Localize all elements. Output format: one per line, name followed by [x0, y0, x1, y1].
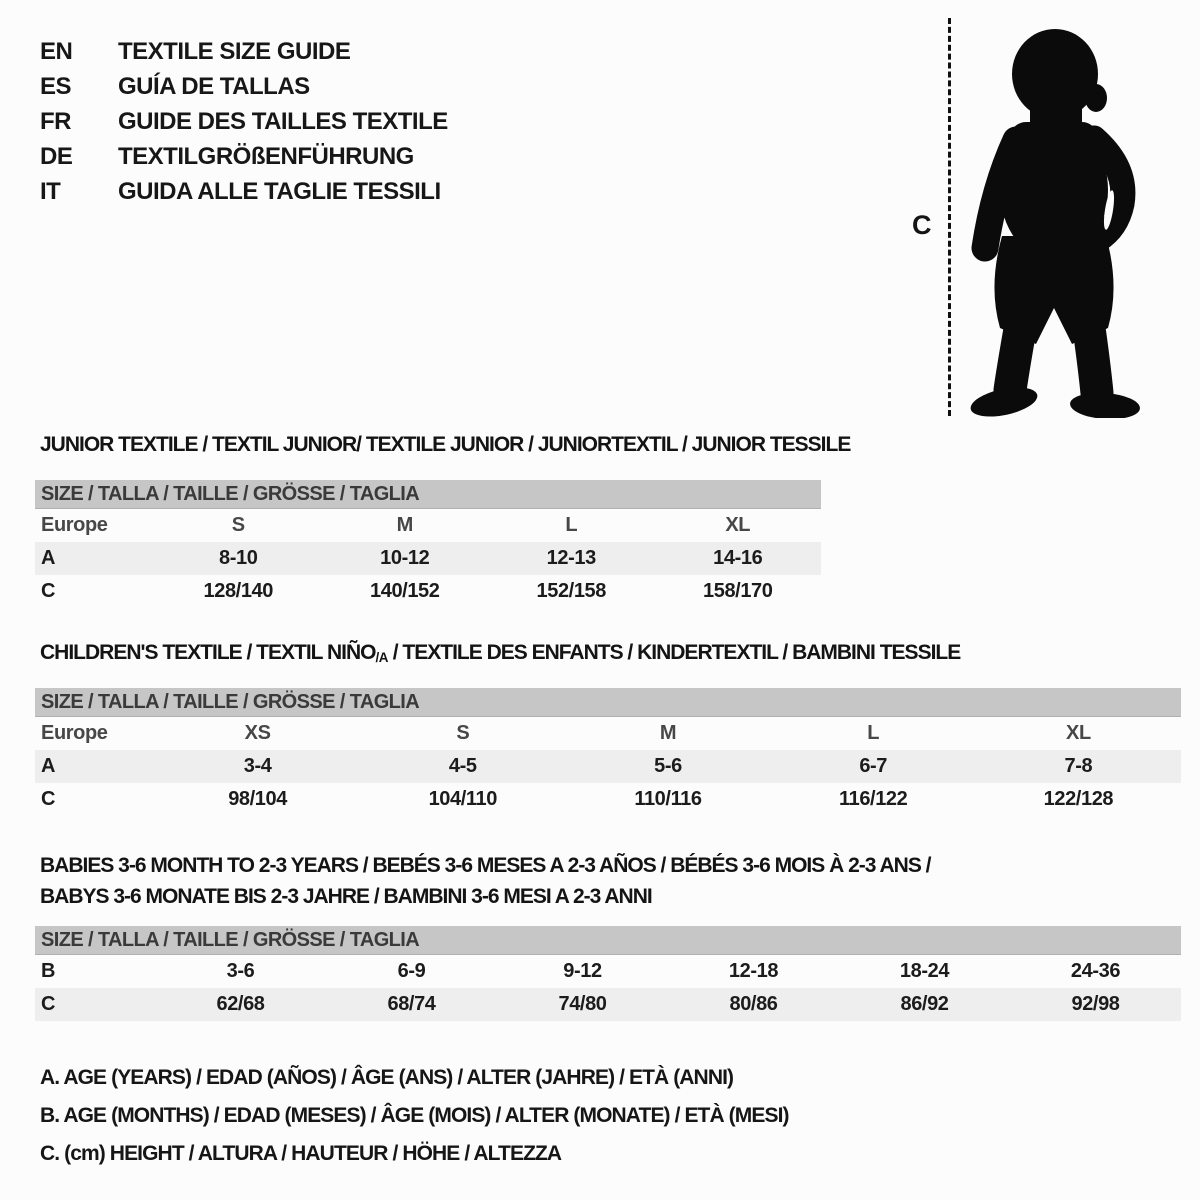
age-cell: 3-4 [243, 755, 272, 777]
language-code: FR [40, 108, 71, 135]
table-row-height-cm [35, 783, 1181, 816]
guide-title-en: TEXTILE SIZE GUIDE [118, 38, 351, 65]
age-cell: 18-24 [899, 960, 950, 982]
height-cell: 98/104 [228, 788, 287, 810]
legend-line-b: B. AGE (MONTHS) / EDAD (MESES) / ÂGE (MOIS) / ALTER (MONATE) / ETÀ (MESI) [40, 1104, 789, 1127]
language-code: IT [40, 178, 61, 205]
height-cell: 62/68 [216, 993, 265, 1015]
language-row-it [40, 174, 448, 209]
section-title-children [40, 641, 960, 665]
height-cell: 116/122 [838, 788, 908, 810]
row-label: C [41, 788, 56, 810]
guide-title-es: GUÍA DE TALLAS [118, 73, 310, 100]
height-cell: 86/92 [900, 993, 949, 1015]
age-cell: 14-16 [713, 547, 763, 569]
age-cell: 12-18 [728, 960, 779, 982]
height-cell: 110/116 [634, 788, 702, 810]
children-size-table [35, 688, 1181, 816]
table-row-height-cm [35, 988, 1181, 1021]
size-cell: XL [725, 514, 751, 536]
size-cell: XL [1066, 722, 1091, 744]
language-code: DE [40, 143, 73, 170]
height-cell: 68/74 [387, 993, 436, 1015]
age-cell: 6-7 [859, 755, 888, 777]
size-cell: L [565, 514, 578, 536]
table-row-europe [35, 509, 821, 542]
age-cell: 10-12 [380, 547, 430, 569]
language-row-de [40, 139, 448, 174]
height-cell: 158/170 [703, 580, 773, 602]
row-label: C [41, 580, 56, 602]
section-title-junior: JUNIOR TEXTILE / TEXTIL JUNIOR/ TEXTILE JUNIOR / JUNIORTEXTIL / JUNIOR TESSILE [40, 433, 851, 456]
row-label: A [41, 755, 56, 777]
size-cell: M [659, 722, 677, 744]
size-cell: XS [244, 722, 271, 744]
toddler-silhouette-icon [958, 18, 1150, 418]
section-title-line2: BABYS 3-6 MONATE BIS 2-3 JAHRE / BAMBINI 3-6 MESI A 2-3 ANNI [40, 885, 652, 908]
language-row-fr [40, 104, 448, 139]
row-label: Europe [41, 722, 108, 744]
section-title-babies [40, 850, 980, 912]
age-cell: 12-13 [546, 547, 596, 569]
size-cell: M [396, 514, 413, 536]
language-code: EN [40, 38, 73, 65]
language-code: ES [40, 73, 72, 100]
table-row-age-years [35, 542, 821, 575]
table-row-age-months [35, 955, 1181, 988]
height-cell: 80/86 [729, 993, 778, 1015]
babies-size-table [35, 926, 1181, 1021]
age-cell: 3-6 [226, 960, 255, 982]
age-cell: 7-8 [1064, 755, 1093, 777]
row-label: C [41, 993, 56, 1015]
section-title-line1: BABIES 3-6 MONTH TO 2-3 YEARS / BEBÉS 3-6 MESES A 2-3 AÑOS / BÉBÉS 3-6 MOIS À 2-3 ANS / [40, 854, 931, 877]
height-cell: 122/128 [1043, 788, 1114, 810]
height-cell: 104/110 [428, 788, 497, 810]
size-table-header: SIZE / TALLA / TAILLE / GRÖSSE / TAGLIA [35, 688, 1181, 717]
language-row-es [40, 69, 448, 104]
legend-line-a: A. AGE (YEARS) / EDAD (AÑOS) / ÂGE (ANS) / ALTER (JAHRE) / ETÀ (ANNI) [40, 1066, 734, 1089]
junior-size-table [35, 480, 821, 608]
height-cell: 140/152 [370, 580, 440, 602]
table-row-europe [35, 717, 1181, 750]
guide-title-it: GUIDA ALLE TAGLIE TESSILI [118, 178, 441, 205]
size-table-header: SIZE / TALLA / TAILLE / GRÖSSE / TAGLIA [35, 480, 821, 509]
height-measure-label: C [912, 210, 932, 240]
guide-title-de: TEXTILGRÖßENFÜHRUNG [118, 143, 414, 170]
age-cell: 24-36 [1070, 960, 1121, 982]
row-label: A [41, 547, 56, 569]
height-measure-dashed-line [948, 18, 951, 416]
row-label: Europe [41, 514, 108, 536]
age-cell: 9-12 [563, 960, 602, 982]
size-table-header: SIZE / TALLA / TAILLE / GRÖSSE / TAGLIA [35, 926, 1181, 955]
guide-title-fr: GUIDE DES TAILLES TEXTILE [118, 108, 448, 135]
section-title-text: / TEXTILE DES ENFANTS / KINDERTEXTIL / BAMBINI TESSILE [387, 641, 961, 664]
size-cell: L [867, 722, 880, 744]
age-cell: 5-6 [654, 755, 682, 777]
size-cell: S [231, 514, 245, 536]
age-cell: 4-5 [448, 755, 477, 777]
height-cell: 74/80 [558, 993, 607, 1015]
section-title-text: CHILDREN'S TEXTILE / TEXTIL NIÑO [40, 641, 376, 664]
table-row-age-years [35, 750, 1181, 783]
height-cell: 92/98 [1071, 993, 1120, 1015]
legend-line-c: C. (cm) HEIGHT / ALTURA / HAUTEUR / HÖHE / ALTEZZA [40, 1142, 562, 1165]
table-row-height-cm [35, 575, 821, 608]
language-row-en [40, 34, 448, 69]
age-cell: 6-9 [397, 960, 426, 982]
size-cell: S [456, 722, 470, 744]
measure-legend [40, 1066, 789, 1180]
height-cell: 128/140 [203, 580, 273, 602]
section-title-subscript: /A [375, 649, 388, 665]
language-title-list [40, 34, 448, 209]
height-cell: 152/158 [536, 580, 606, 602]
age-cell: 8-10 [219, 547, 258, 569]
height-figure [900, 10, 1180, 425]
row-label: B [41, 960, 56, 982]
